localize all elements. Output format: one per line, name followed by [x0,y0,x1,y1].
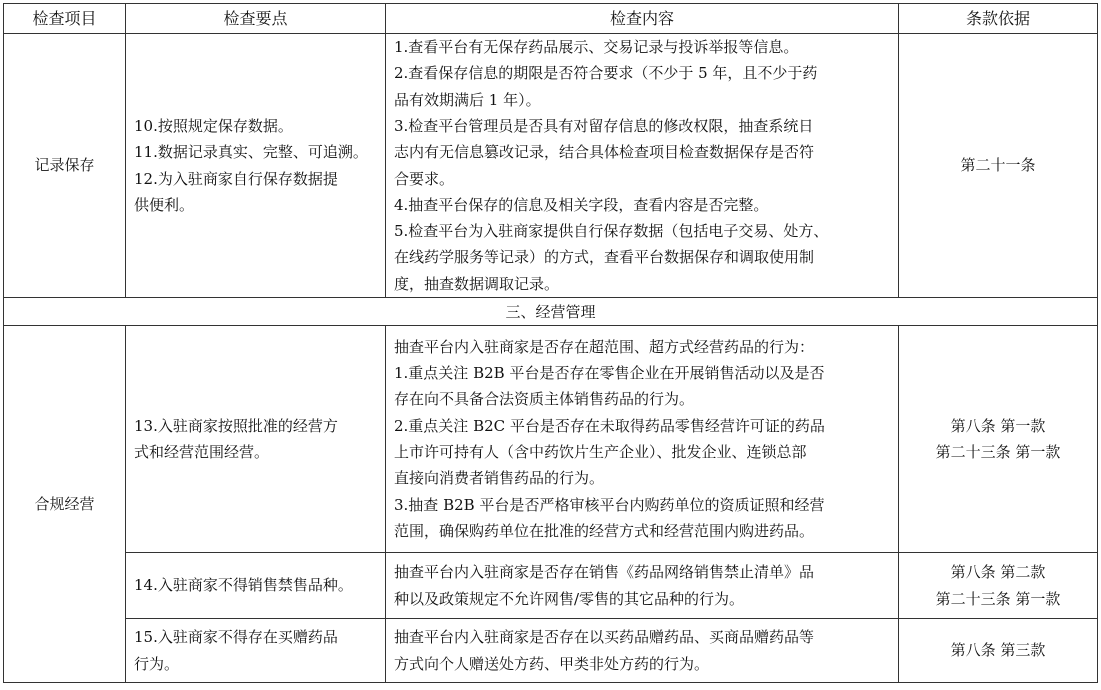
content-line: 1.重点关注 B2B 平台是否存在零售企业在开展销售活动以及是否 [394,364,825,383]
content-line: 合要求。 [394,169,455,188]
clause-cell [899,619,1098,683]
content-cell [386,619,899,683]
section-title: 三、经营管理 [4,298,1098,326]
point-line: 13.入驻商家按照批准的经营方 [134,416,338,435]
point-line: 行为。 [134,654,180,673]
content-line: 种以及政策规定不允许网售/零售的其它品种的行为。 [394,589,745,608]
content-line: 在线药学服务等记录）的方式，查看平台数据保存和调取使用制 [394,248,815,267]
clause-cell [899,34,1098,298]
category-cell: 记录保存 [4,34,126,298]
point-line: 供便利。 [134,195,195,214]
table-row [4,619,1098,683]
content-line: 存在向不具备合法资质主体销售药品的行为。 [394,390,695,409]
table-row [4,326,1098,553]
content-line: 5.检查平台为入驻商家提供自行保存数据（包括电子交易、处方、 [394,222,829,241]
table-row [4,553,1098,619]
header-clause-basis: 条款依据 [899,4,1098,34]
point-line: 10.按照规定保存数据。 [134,116,293,135]
content-line: 直接向消费者销售药品的行为。 [394,469,605,488]
clause-line: 第八条 第一款 [950,416,1046,435]
header-inspection-content: 检查内容 [386,4,899,34]
points-cell [126,326,386,553]
clause-cell [899,326,1098,553]
inspection-table [3,3,1098,683]
table-row [4,34,1098,298]
points-cell [126,553,386,619]
content-line: 抽查平台内入驻商家是否存在以买药品赠药品、买商品赠药品等 [394,628,815,647]
content-line: 3.检查平台管理员是否具有对留存信息的修改权限，抽查系统日 [394,116,814,135]
points-cell [126,34,386,298]
point-line: 11.数据记录真实、完整、可追溯。 [134,143,368,162]
content-line: 抽查平台内入驻商家是否存在销售《药品网络销售禁止清单》品 [394,563,815,582]
points-cell [126,619,386,683]
content-line: 4.抽查平台保存的信息及相关字段，查看内容是否完整。 [394,195,769,214]
content-line: 范围，确保购药单位在批准的经营方式和经营范围内购进药品。 [394,521,815,540]
content-line: 3.抽查 B2B 平台是否严格审核平台内购药单位的资质证照和经营 [394,495,825,514]
content-cell [386,553,899,619]
content-cell [386,326,899,553]
clause-line: 第八条 第二款 [950,563,1046,582]
content-line: 志内有无信息篡改记录，结合具体检查项目检查数据保存是否符 [394,143,815,162]
content-line: 方式向个人赠送处方药、甲类非处方药的行为。 [394,654,710,673]
content-line: 1.查看平台有无保存药品展示、交易记录与投诉举报等信息。 [394,38,799,57]
content-line: 2.重点关注 B2C 平台是否存在未取得药品零售经营许可证的药品 [394,416,825,435]
clause-line: 第二十三条 第一款 [935,443,1061,461]
point-line: 15.入驻商家不得存在买赠药品 [134,628,338,647]
clause-line: 第二十三条 第一款 [935,589,1061,608]
content-line: 品有效期满后 1 年）。 [394,90,541,109]
category-cell: 合规经营 [4,326,126,683]
point-line: 式和经营范围经营。 [134,443,270,461]
header-inspection-item: 检查项目 [4,4,126,34]
point-line: 12.为入驻商家自行保存数据提 [134,169,338,188]
clause-line: 第八条 第三款 [950,641,1046,660]
table-header-row [4,4,1098,34]
content-line: 度，抽查数据调取记录。 [394,274,560,293]
content-cell [386,34,899,298]
header-inspection-points: 检查要点 [126,4,386,34]
section-row [4,298,1098,326]
point-line: 14.入驻商家不得销售禁售品种。 [134,576,353,595]
clause-cell [899,553,1098,619]
clause-line: 第二十一条 [960,156,1036,175]
content-line: 抽查平台内入驻商家是否存在超范围、超方式经营药品的行为： [394,337,815,356]
content-line: 上市许可持有人（含中药饮片生产企业）、批发企业、连锁总部 [394,443,807,461]
content-line: 2.查看保存信息的期限是否符合要求（不少于 5 年，且不少于药 [394,64,818,83]
